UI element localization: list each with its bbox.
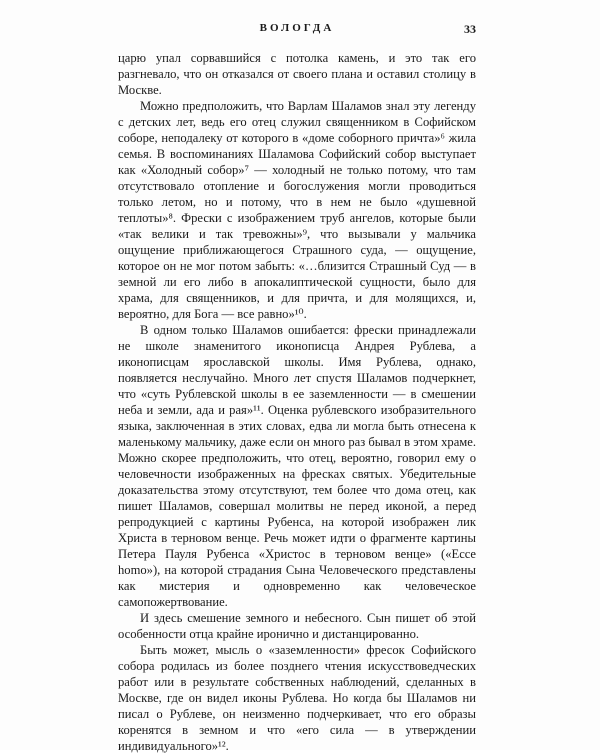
- paragraph-legend: Можно предположить, что Варлам Шаламов знал эту легенду с детских лет, ведь его отец служил священником в Софийском соборе, неподалеку от которого в «доме соборного причта»⁶ жила семья. В воспоминаниях Шаламова Софийский собор выступает как «Холодный собор»⁷ — холодный не только потому, что там отсутствовало отопление и богослужения могли проводиться только летом, но и потому, что в нем не было «душевной теплоты»⁸. Фрески с изображением труб ангелов, которые были «так велики и так тревожны»⁹, что вызывали у мальчика ощущение приближающегося Страшного суда, — ощущение, которое он не мог потом забыть: «…близится Страшный Суд — в земной ли его либо в апокалиптической сущности, было для храма, для священников, и для причта, и для молящихся, и, вероятно, для Бога — все равно»¹⁰.: [118, 99, 476, 321]
- paragraph-groundedness: Быть может, мысль о «заземленности» фресок Софийского собора родилась из более позднего чтения искусствоведческих работ или в результате собственных наблюдений, сделанных в Москве, где он видел иконы Рублева. Но когда бы Шаламов ни писал о Рублеве, он неизменно подчеркивает, что его образы коренятся в земном и что «его сила — в утверждении индивидуального»¹².: [118, 643, 476, 753]
- paragraph-continued: царю упал сорвавшийся с потолка камень, и это так его разгневало, что он отказался от своего плана и оставил столицу в Москве.: [118, 51, 476, 97]
- page-number: 33: [464, 22, 476, 36]
- paragraph-mix: И здесь смешение земного и небесного. Сын пишет об этой особенности отца крайне иронично и дистанцированно.: [118, 611, 476, 641]
- running-head: [118, 22, 476, 38]
- running-title: ВОЛОГДА: [259, 22, 335, 34]
- paragraph-rublev: В одном только Шаламов ошибается: фрески принадлежали не школе знаменитого иконописца Андрея Рублева, а иконописцам ярославской школы. Имя Рублева, однако, появляется неслучайно. Много лет спустя Шаламов подчеркнет, что «суть Рублевской школы в ее заземленности — в смешении неба и земли, ада и рая»¹¹. Оценка рублевского изобразительного языка, заключенная в этих словах, едва ли могла быть отнесена к маленькому мальчику, даже если он много раз бывал в этом храме. Можно скорее предположить, что отец, вероятно, говорил ему о человечности изображенных на фресках святых. Убедительные доказательства этому отсутствуют, тем более что дома отец, как пишет Шаламов, совершал молитвы не перед иконой, а перед репродукцией с картины Рубенса, на которой изображен лик Христа в терновом венце. Речь может идти о фрагменте картины Петера Пауля Рубенса «Христос в терновом венце» («Ecce homo»), на которой страдания Сына Человеческого представлены как мистерия и одновременно как человеческое самопожертвование.: [118, 323, 477, 609]
- body-text: [118, 50, 476, 754]
